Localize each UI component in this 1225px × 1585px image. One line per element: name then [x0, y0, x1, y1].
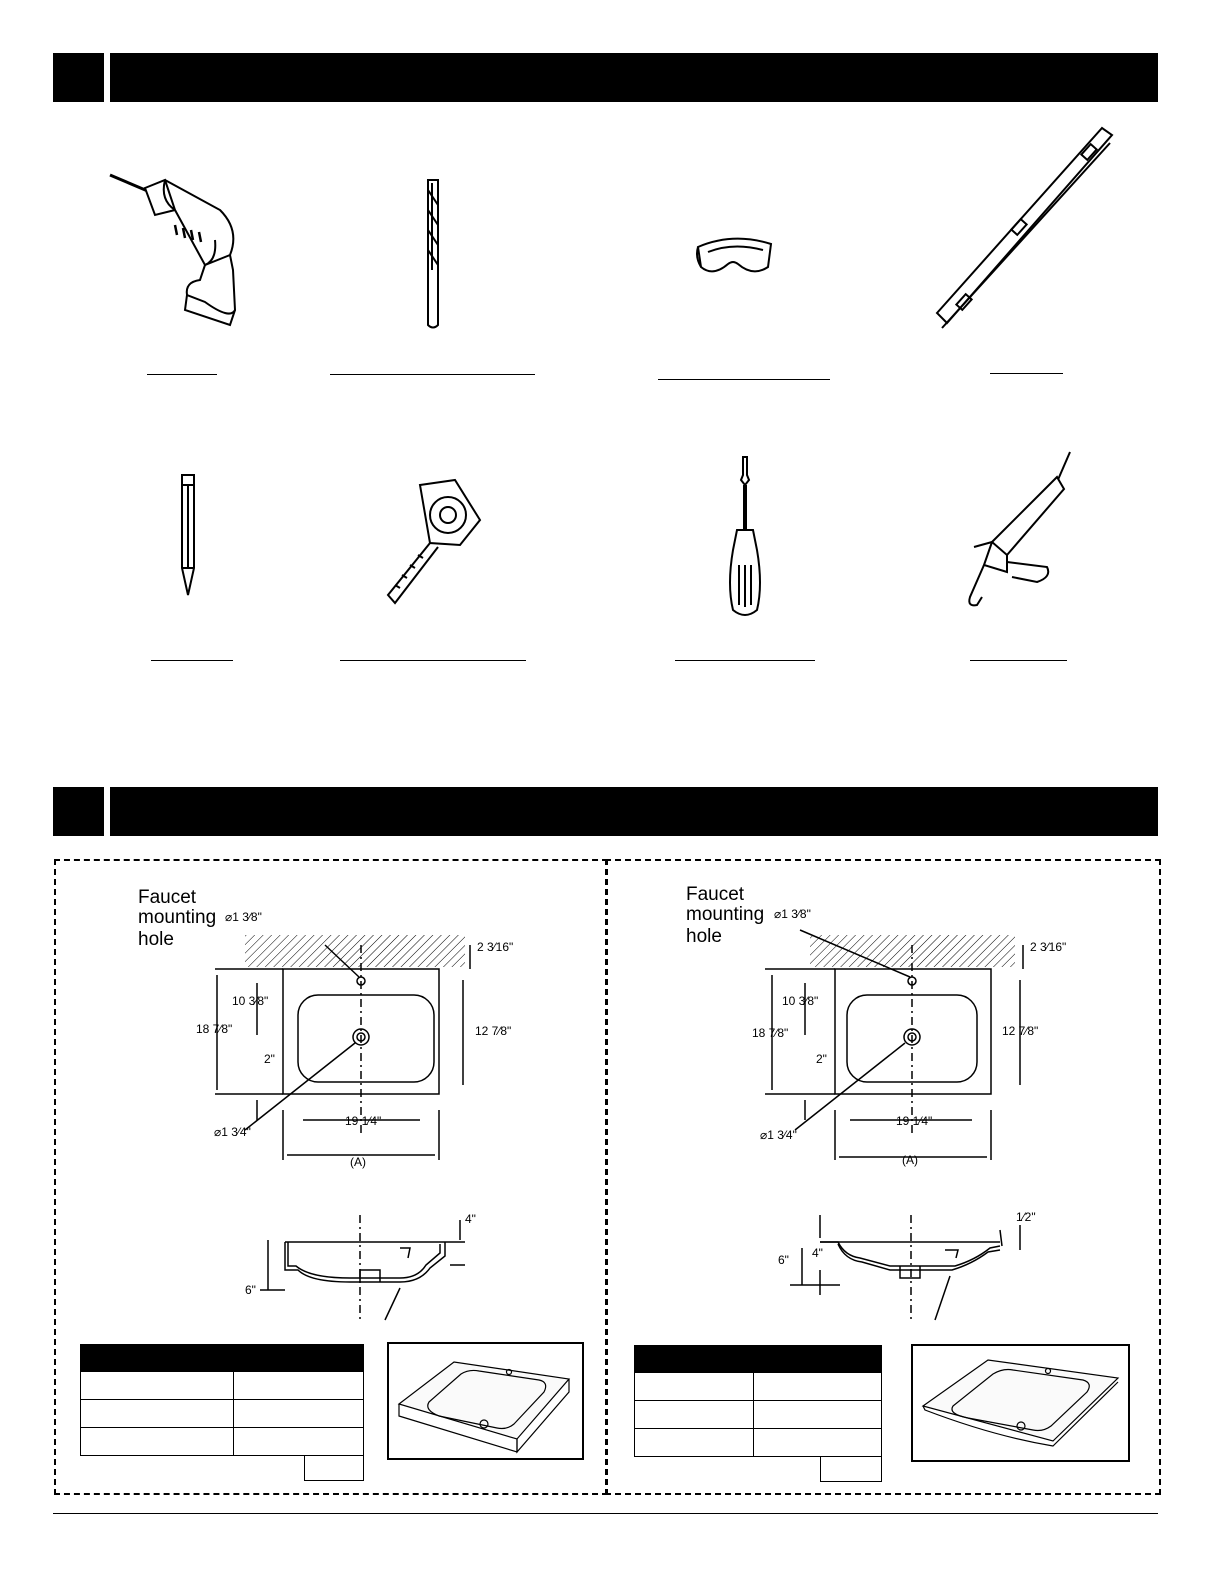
right-faucet-hole-dim: ⌀1 3⁄8" — [774, 907, 811, 921]
right-bowl-width-dim: 19 1⁄4" — [896, 1114, 933, 1128]
right-total-height-dim: 6" — [778, 1253, 789, 1267]
right-spec-table-header — [635, 1346, 882, 1373]
section2-title-bar — [110, 787, 1158, 836]
right-bowl-depth-dim: 12 7⁄8" — [1002, 1024, 1039, 1038]
right-depth-dim: 18 7⁄8" — [752, 1026, 789, 1040]
right-table-note-box — [820, 1457, 882, 1482]
left-side-height-dim: 4" — [465, 1212, 476, 1226]
level-icon — [932, 123, 1117, 333]
drill-icon — [105, 170, 245, 335]
drill-bit-label-line — [330, 374, 535, 375]
footer-rule — [53, 1513, 1158, 1514]
left-drain-front-dim: 2" — [264, 1052, 275, 1066]
left-side-view-drawing — [250, 1210, 470, 1325]
left-bowl-depth-dim: 12 7⁄8" — [475, 1024, 512, 1038]
safety-glasses-label-line — [658, 379, 830, 380]
left-table-note-box — [304, 1456, 364, 1481]
pencil-label-line — [151, 660, 233, 661]
left-faucet-to-drain-dim: 10 3⁄8" — [232, 994, 269, 1008]
section1-title-bar — [110, 53, 1158, 102]
caulk-gun-icon — [962, 447, 1077, 609]
left-depth-dim: 18 7⁄8" — [196, 1022, 233, 1036]
left-faucet-label-line3: hole — [138, 929, 174, 950]
right-side-view-drawing — [780, 1210, 1040, 1325]
right-spec-table — [634, 1345, 882, 1457]
screwdriver-icon — [725, 455, 765, 620]
right-drain-front-dim: 2" — [816, 1052, 827, 1066]
left-spec-table-header — [81, 1345, 364, 1372]
left-spec-table — [80, 1344, 364, 1456]
right-faucet-label-line2: mounting — [686, 904, 765, 925]
drill-label-line — [147, 374, 217, 375]
right-top-height-dim: 1⁄2" — [1016, 1210, 1036, 1224]
left-bowl-width-dim: 19 1⁄4" — [345, 1114, 382, 1128]
caulk-gun-label-line — [970, 660, 1067, 661]
level-label-line — [990, 373, 1063, 374]
screwdriver-label-line — [675, 660, 815, 661]
right-faucet-to-drain-dim: 10 3⁄8" — [782, 994, 819, 1008]
left-sink-photo — [387, 1342, 584, 1460]
right-faucet-label-line3: hole — [686, 926, 722, 947]
left-total-height-dim: 6" — [245, 1283, 256, 1297]
right-rear-edge-dim: 2 3⁄16" — [1030, 940, 1067, 954]
tape-measure-icon — [380, 475, 485, 607]
section1-number-block — [53, 53, 104, 102]
left-drain-hole-dim: ⌀1 3⁄4" — [214, 1125, 251, 1139]
section2-number-block — [53, 787, 104, 836]
left-width-dim: (A) — [350, 1155, 366, 1169]
right-top-view-drawing — [755, 925, 1045, 1165]
left-faucet-label-line2: mounting — [138, 907, 217, 928]
right-bowl-height-dim: 4" — [812, 1246, 823, 1260]
safety-glasses-icon — [693, 232, 775, 282]
tape-measure-label-line — [340, 660, 526, 661]
left-faucet-label-line1: Faucet — [138, 887, 197, 908]
left-rear-edge-dim: 2 3⁄16" — [477, 940, 514, 954]
right-sink-photo — [911, 1344, 1130, 1462]
left-faucet-hole-dim: ⌀1 3⁄8" — [225, 910, 262, 924]
right-faucet-label-line1: Faucet — [686, 884, 745, 905]
right-width-dim: (A) — [902, 1153, 918, 1167]
drill-bit-icon — [418, 175, 448, 330]
right-drain-hole-dim: ⌀1 3⁄4" — [760, 1128, 797, 1142]
pencil-icon — [178, 473, 198, 598]
